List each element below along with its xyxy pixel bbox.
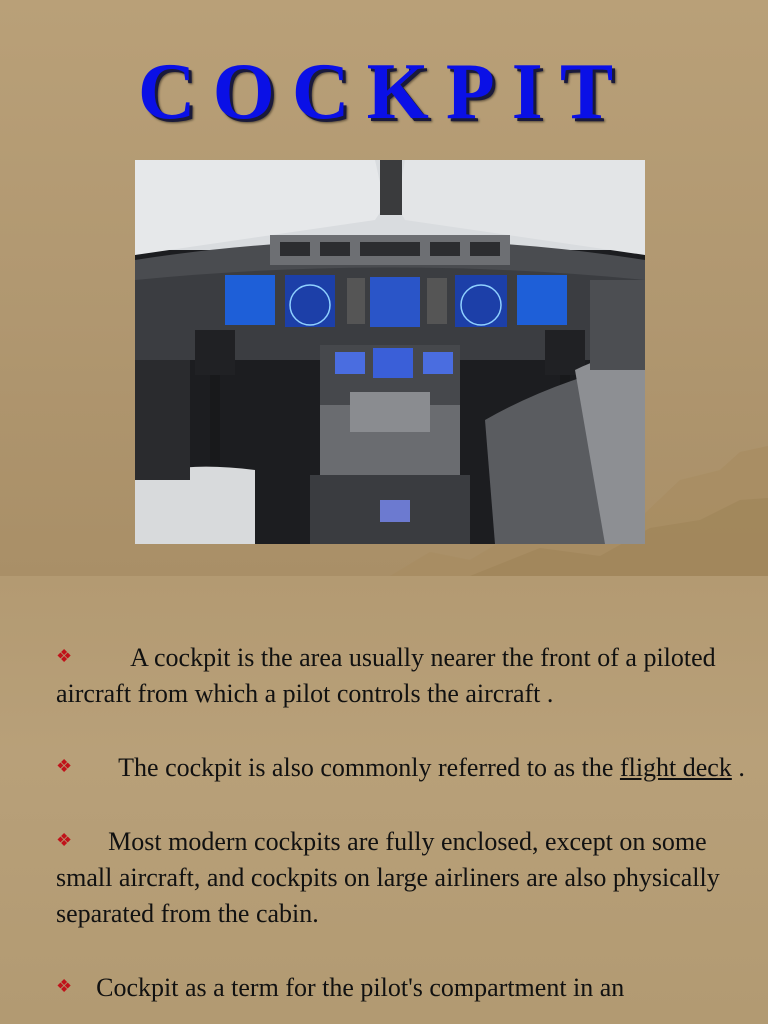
bullet-item — [56, 822, 756, 932]
cockpit-photo — [135, 160, 645, 544]
bullet-item — [56, 748, 756, 786]
bullet-text: A cockpit is the area usually nearer the front of a piloted aircraft from which a pilot controls the aircraft . — [56, 643, 716, 708]
diamond-bullet-icon: ❖ — [56, 830, 73, 850]
bullet-text: Cockpit as a term for the pilot's compartment in an — [96, 973, 625, 1002]
bullet-text: . — [731, 753, 745, 782]
bullet-item — [56, 968, 756, 1006]
diamond-bullet-icon: ❖ — [56, 756, 73, 776]
slide-title: COCKPIT — [137, 48, 631, 136]
diamond-bullet-icon: ❖ — [56, 646, 73, 666]
bullet-text: The cockpit is also commonly referred to as the — [118, 753, 620, 782]
flight-deck-link[interactable]: flight deck — [619, 753, 732, 782]
bullet-item — [56, 638, 756, 712]
bullet-text: Most modern cockpits are fully enclosed, except on some small aircraft, and cockpits on large airliners are also physically separated from the cabin. — [56, 827, 720, 928]
bullet-list — [56, 638, 756, 1006]
diamond-bullet-icon: ❖ — [56, 976, 73, 996]
